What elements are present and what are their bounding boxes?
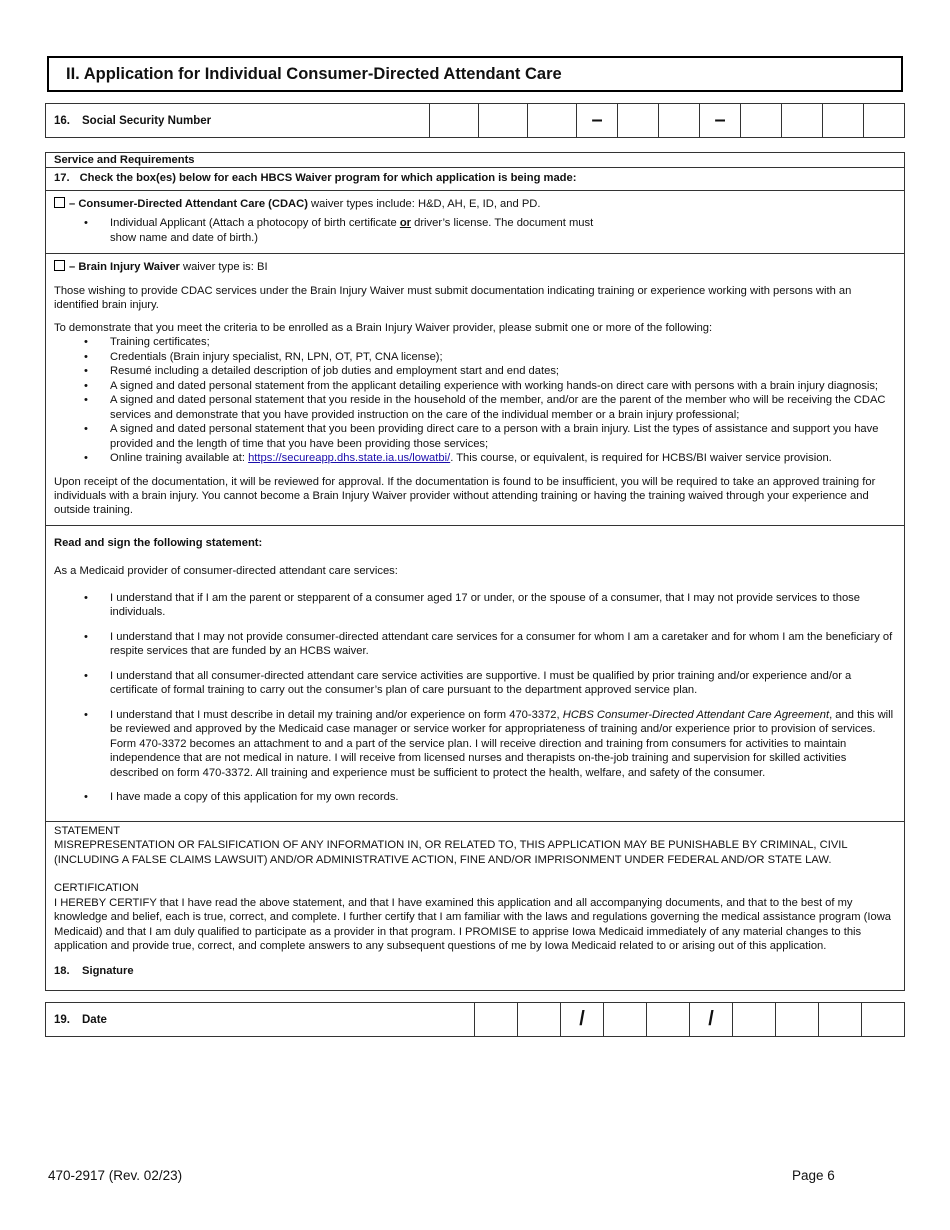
statement-certification-section (46, 822, 904, 991)
bi-name: Brain Injury Waiver (78, 261, 180, 273)
online-suffix: . This course, or equivalent, is required for HCBS/BI waiver service provision. (450, 452, 832, 464)
date-digit-box[interactable] (819, 1003, 862, 1037)
cdac-bullet-or: or (399, 217, 411, 229)
date-number: 19. (54, 1013, 70, 1026)
date-digit-box[interactable] (518, 1003, 561, 1037)
certification-text: I HEREBY CERTIFY that I have read the above statement, and that I have examined this application and all accompanying documents, and that to the best of my knowledge and belief, each is true, correct, and complete. I further certify that I am familiar with the laws and regulations governing the medical assistance program (Iowa Medicaid) and that I am duly qualified to participate as a provider in that program. I PROMISE to apprise Iowa Medicaid immediately of any material changes to this application and provide true, correct, and complete answers to any subsequent questions of me by Iowa Medicaid related to or arising out of this application. (54, 896, 891, 952)
date-digit-box[interactable] (475, 1003, 518, 1037)
certification-block (54, 881, 896, 954)
ssn-digit-box[interactable] (864, 104, 905, 138)
ssn-digit-box[interactable] (618, 104, 659, 138)
date-digit-box[interactable] (733, 1003, 776, 1037)
certification-heading: CERTIFICATION (54, 882, 139, 894)
cdac-bullet (54, 216, 896, 245)
statement-heading: STATEMENT (54, 824, 121, 837)
date-digit-box[interactable] (604, 1003, 647, 1037)
ssn-label (46, 104, 430, 138)
ssn-label-text: Social Security Number (82, 114, 212, 127)
date-digit-box[interactable] (862, 1003, 905, 1037)
ssn-separator: – (577, 104, 618, 138)
bi-item: • A signed and dated personal statement from the applicant detailing experience with working hands-on direct care with persons with a brain injury diagnosis; (54, 379, 896, 394)
ssn-digit-box[interactable] (528, 104, 577, 138)
signature-field[interactable] (54, 960, 896, 987)
cdac-types: waiver types include: H&D, AH, E, ID, and PD. (307, 198, 541, 210)
page-number: Page 6 (792, 1168, 835, 1183)
service-header: Service and Requirements (46, 153, 904, 168)
signature-label: Signature (82, 964, 134, 977)
q17-number: 17. (54, 172, 70, 184)
sign-heading: Read and sign the following statement: (54, 536, 263, 549)
cdac-bullet-text-b: driver’s license. The document must show name and date of birth.) (110, 217, 594, 244)
sign-item4-italic: HCBS Consumer-Directed Attendant Care Agreement (562, 708, 830, 721)
date-row (45, 1002, 905, 1037)
cdac-bullet-text-a: Individual Applicant (Attach a photocopy of birth certificate (110, 217, 400, 229)
sign-item4-a: I understand that I must describe in detail my training and/or experience on form 470-3372, (110, 708, 563, 721)
question-17 (46, 168, 904, 191)
ssn-digit-box[interactable] (430, 104, 479, 138)
ssn-digit-box[interactable] (782, 104, 823, 138)
cdac-dash: – (69, 198, 76, 210)
bi-para2: To demonstrate that you meet the criteria to be enrolled as a Brain Injury Waiver provider, please submit one or more of the following: (54, 322, 713, 334)
sign-item-form (54, 708, 896, 781)
bi-checkbox[interactable] (54, 260, 65, 271)
bi-dash: – (69, 261, 76, 273)
sign-item: • I understand that if I am the parent or stepparent of a consumer aged 17 or under, or the spouse of a consumer, that I may not provide services to those individuals. (54, 591, 896, 620)
bi-item: • Credentials (Brain injury specialist, RN, LPN, OT, PT, CNA license); (54, 350, 896, 365)
cdac-checkbox[interactable] (54, 197, 65, 208)
bi-item-online (54, 451, 896, 466)
bi-para1: Those wishing to provide CDAC services under the Brain Injury Waiver must submit documentation indicating training or experience working with persons with an identified brain injury. (54, 285, 852, 311)
service-requirements-table (45, 152, 905, 991)
date-separator: / (561, 1003, 604, 1037)
bi-para3: Upon receipt of the documentation, it will be reviewed for approval. If the documentation is found to be insufficient, you will be required to take an approved training for individuals with a brain injury. You cannot become a Brain Injury Waiver provider without attending training or having the training waived through your experience and outside training. (54, 475, 876, 516)
ssn-digit-box[interactable] (823, 104, 864, 138)
form-number: 470-2917 (Rev. 02/23) (48, 1168, 183, 1183)
date-separator: / (690, 1003, 733, 1037)
sign-item: • I understand that I may not provide consumer-directed attendant care services for a consumer for whom I am a caretaker and for whom I am the beneficiary of respite services that are funded by an HCBS waiver. (54, 630, 896, 659)
ssn-row (45, 103, 905, 138)
bi-item: • A signed and dated personal statement that you been providing direct care to a person with a brain injury. List the types of assistance and support you have provided and the length of time that you have been providing those services; (54, 422, 896, 451)
online-training-link[interactable]: https://secureapp.dhs.state.ia.us/lowatbi/ (248, 452, 451, 464)
signature-number: 18. (54, 964, 70, 977)
ssn-separator: – (700, 104, 741, 138)
brain-injury-section (46, 254, 904, 526)
ssn-digit-box[interactable] (659, 104, 700, 138)
q17-text: Check the box(es) below for each HBCS Waiver program for which application is being made: (79, 172, 577, 184)
sign-item: • I understand that all consumer-directed attendant care service activities are supportive. I must be qualified by prior training and/or experience and/or a certificate of formal training to carry out the consumer’s plan of care pursuant to the department approved service plan. (54, 669, 896, 698)
bi-item: • A signed and dated personal statement that you reside in the household of the member, and/or are the parent of the member who will be receiving the CDAC services and demonstrate that you have provided instruction on the care of the individual member or a brain injury professional; (54, 393, 896, 422)
statement-block (54, 824, 896, 868)
date-digit-box[interactable] (776, 1003, 819, 1037)
date-digit-box[interactable] (647, 1003, 690, 1037)
date-label-text: Date (82, 1013, 107, 1026)
bi-item: • Training certificates; (54, 335, 896, 350)
bi-item: • Resumé including a detailed description of job duties and employment start and end dates; (54, 364, 896, 379)
ssn-digit-box[interactable] (741, 104, 782, 138)
ssn-number: 16. (54, 114, 70, 127)
sign-item: • I have made a copy of this application for my own records. (54, 790, 896, 805)
section-title-box (47, 56, 903, 92)
sign-item4-b: , and this will be reviewed and approved by the Medicaid case manager or service worker for appropriateness of training and/or experience prior to provision of services. Form 470-3372 becomes an attachment to and a part of the service plan. I will receive direction and training from consumers for activities to maintain independence that are not medical in nature. I will receive from licensed nurses and therapists on-the-job training and supervision for skilled activities described on form 470-3372. All training and experience must be sufficient to protect the health, welfare, and safety of the consumer. (110, 708, 894, 779)
bi-types: waiver type is: BI (179, 261, 268, 273)
cdac-section (46, 191, 904, 254)
sign-intro: As a Medicaid provider of consumer-directed attendant care services: (54, 564, 398, 577)
online-prefix: Online training available at: (110, 452, 249, 464)
statement-text: MISREPRESENTATION OR FALSIFICATION OF ANY INFORMATION IN, OR RELATED TO, THIS APPLICATION MAY BE PUNISHABLE BY CRIMINAL, CIVIL (INCLUDING A FALSE CLAIMS LAWSUIT) AND/OR ADMINISTRATIVE ACTION, FINE AND/OR IMPRISONMENT UNDER FEDERAL AND/OR STATE LAW. (54, 839, 848, 866)
date-label (46, 1003, 475, 1037)
sign-statement-section (46, 526, 904, 822)
cdac-name: Consumer-Directed Attendant Care (CDAC) (78, 198, 308, 210)
page-title: II. Application for Individual Consumer-Directed Attendant Care (66, 64, 562, 83)
ssn-digit-box[interactable] (479, 104, 528, 138)
